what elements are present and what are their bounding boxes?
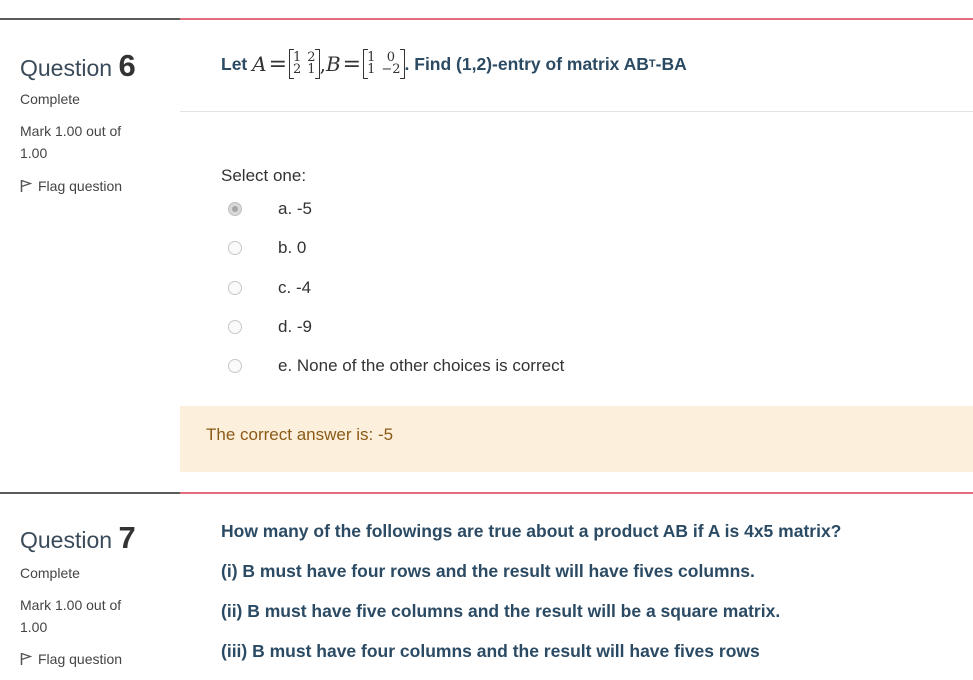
q7-statement-ii: (ii) B must have five columns and the result will be a square matrix. <box>221 601 781 621</box>
matrix-b-cell: 0 <box>386 50 396 65</box>
q7-question-word: Question <box>20 527 113 553</box>
q6-matrix-b <box>363 51 404 77</box>
flag-icon <box>20 652 32 666</box>
q7-question-line: How many of the followings are true about a product AB if A is 4x5 matrix? <box>221 521 842 541</box>
q7-state: Complete <box>20 565 80 581</box>
q6-feedback <box>180 406 973 472</box>
q6-radio-d[interactable] <box>228 320 242 334</box>
matrix-a-cell: 2 <box>307 50 316 65</box>
matrix-a-cell: 1 <box>293 50 302 65</box>
q6-state: Complete <box>20 91 80 107</box>
q6-option-label: b. 0 <box>278 238 307 257</box>
q6-question-number: 6 <box>118 48 136 83</box>
matrix-a-cell: 1 <box>307 62 316 77</box>
q6-var-b: B <box>325 52 341 76</box>
q6-eq-a: = <box>268 51 288 77</box>
q6-flag-label: Flag question <box>38 178 123 194</box>
q7-grade: Mark 1.00 out of 1.00 <box>20 597 122 635</box>
q6-option-label: e. None of the other choices is correct <box>278 356 565 375</box>
q6-question-label <box>20 48 136 84</box>
q6-select-prompt: Select one: <box>221 166 307 185</box>
q7-question-label <box>20 520 136 556</box>
q6-option-label: d. -9 <box>278 317 313 336</box>
q6-option-label: a. -5 <box>278 199 313 218</box>
q6-matrix-a <box>289 51 320 77</box>
q6-eq-b: = <box>342 51 362 77</box>
q6-text-prefix: Let <box>221 53 248 74</box>
q6-option-e[interactable] <box>228 356 564 376</box>
q6-option-b[interactable] <box>228 238 306 258</box>
q6-question-text <box>221 51 687 77</box>
q6-content <box>180 18 973 113</box>
q6-flag-question[interactable] <box>20 178 122 194</box>
q6-comma: , <box>319 52 326 76</box>
q6-option-a[interactable] <box>228 199 312 219</box>
q7-flag-question[interactable] <box>20 651 122 667</box>
q6-question-word: Question <box>20 55 113 81</box>
flag-icon <box>20 179 32 193</box>
q7-info-panel <box>0 492 180 680</box>
q6-radio-c[interactable] <box>228 281 242 295</box>
q7-statement-iii: (iii) B must have four columns and the result will have fives rows <box>221 641 760 661</box>
q6-superscript: T <box>648 58 656 70</box>
q6-info-panel <box>0 18 180 495</box>
q7-question-number: 7 <box>118 520 136 555</box>
q7-statement-i: (i) B must have four rows and the result will have fives columns. <box>221 561 755 581</box>
q7-flag-label: Flag question <box>38 651 123 667</box>
q6-correct-answer: The correct answer is: -5 <box>206 425 394 444</box>
q6-text-suffix: . Find (1,2)-entry of matrix AB <box>404 53 649 74</box>
q6-option-c[interactable] <box>228 278 311 298</box>
q6-text-end: -BA <box>655 53 687 74</box>
q6-radio-e[interactable] <box>228 359 242 373</box>
q6-grade: Mark 1.00 out of 1.00 <box>20 123 122 161</box>
q6-divider <box>180 111 973 112</box>
q6-var-a: A <box>252 52 267 76</box>
q6-option-label: c. -4 <box>278 278 312 297</box>
q6-radio-a[interactable] <box>228 202 242 216</box>
matrix-a-cell: 2 <box>293 62 302 77</box>
q6-option-d[interactable] <box>228 317 312 337</box>
matrix-b-cell: 1 <box>367 62 376 77</box>
q6-radio-b[interactable] <box>228 241 242 255</box>
matrix-b-cell: −2 <box>381 62 401 77</box>
matrix-b-cell: 1 <box>367 50 376 65</box>
